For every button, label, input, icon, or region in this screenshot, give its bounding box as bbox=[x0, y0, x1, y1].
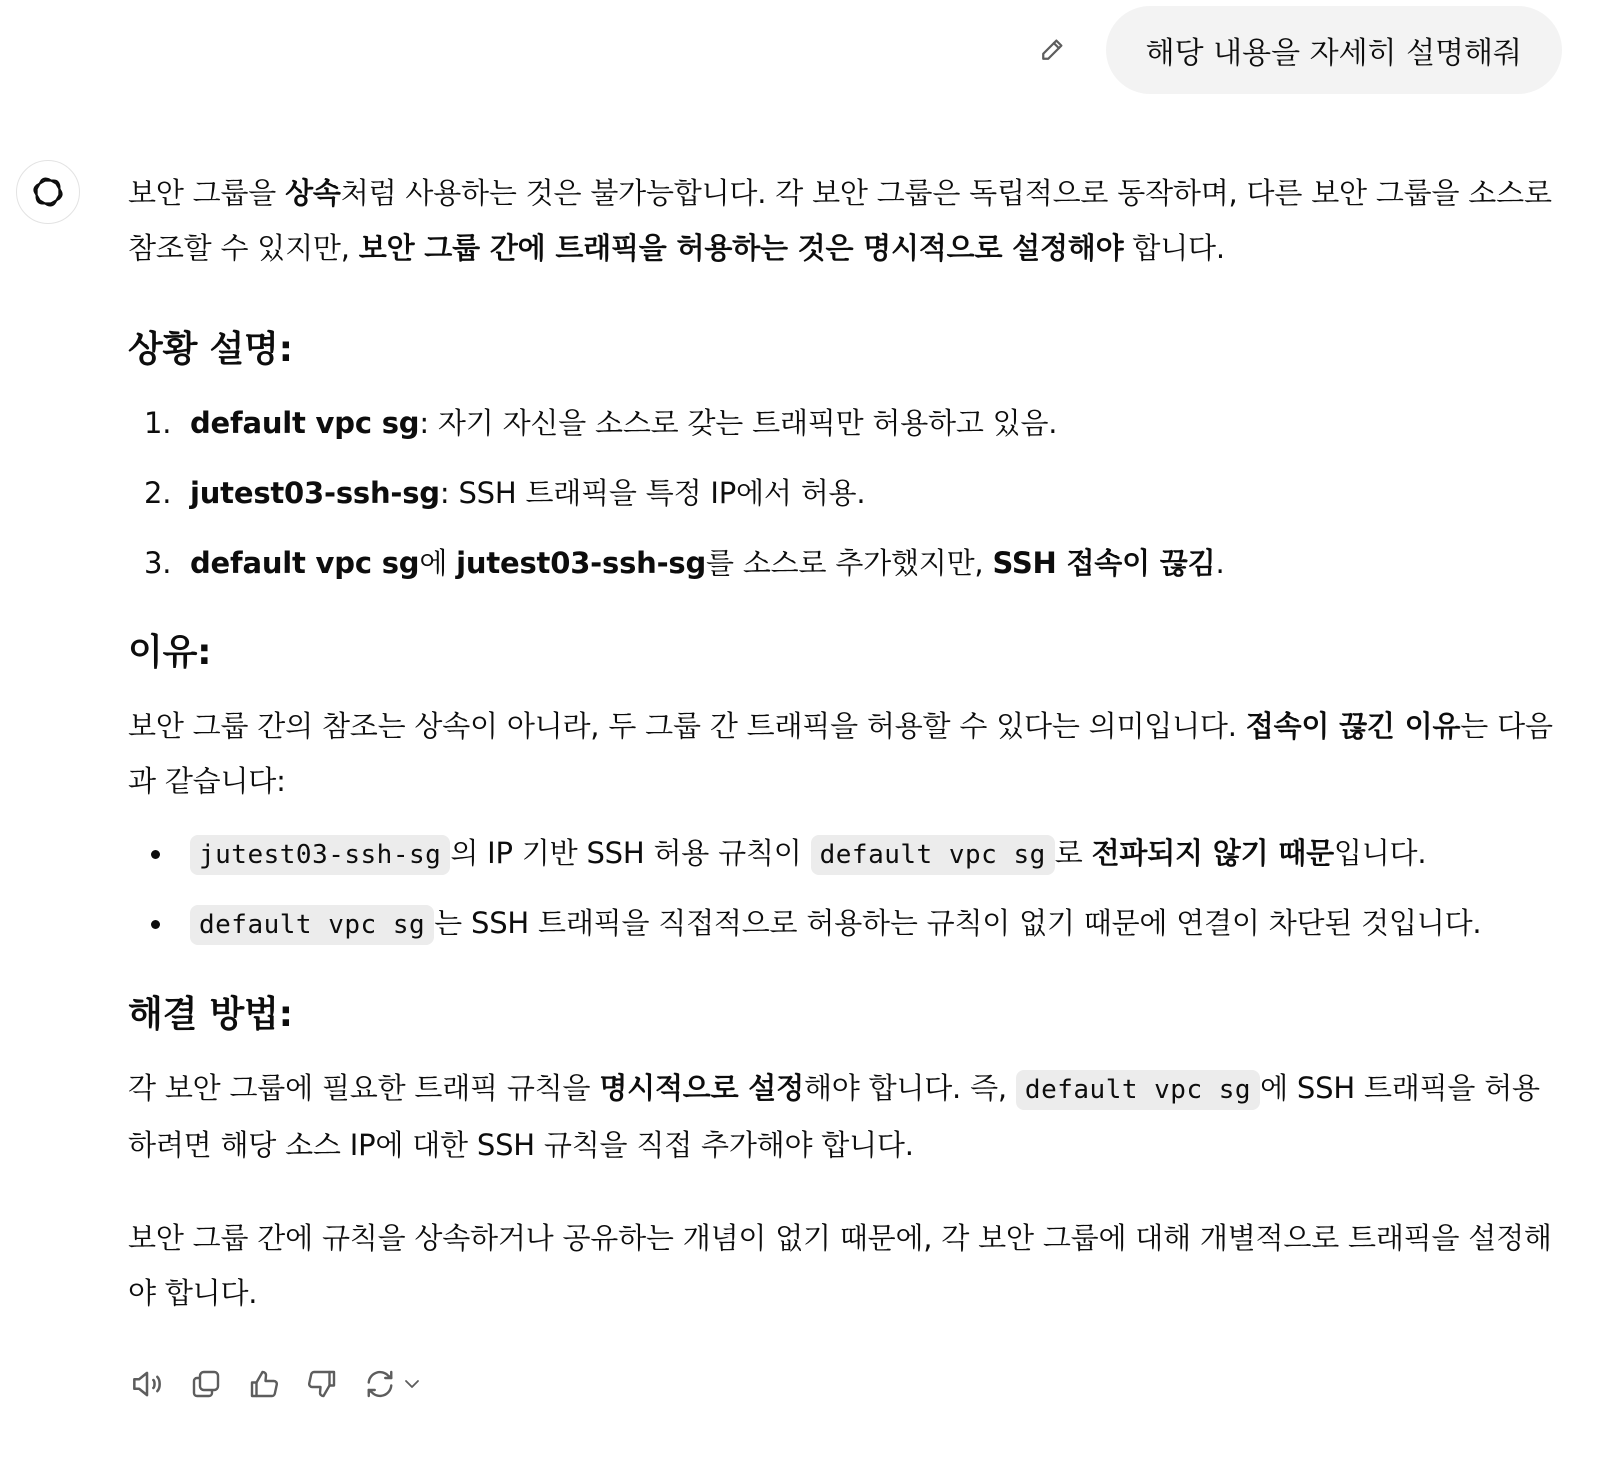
text: 는 SSH 트래픽을 직접적으로 허용하는 규칙이 없기 때문에 연결이 차단된 것입니다. bbox=[434, 906, 1482, 940]
reason-list bbox=[128, 826, 1558, 951]
openai-logo-icon bbox=[29, 173, 67, 211]
inline-code: default vpc sg bbox=[190, 905, 434, 945]
text: 보안 그룹을 bbox=[128, 176, 286, 210]
text: . bbox=[1215, 546, 1225, 580]
text: 에 bbox=[419, 546, 457, 580]
bold-text: 보안 그룹 간에 트래픽을 허용하는 것은 명시적으로 설정해야 bbox=[358, 231, 1124, 265]
read-aloud-button[interactable] bbox=[128, 1364, 166, 1404]
list-item bbox=[128, 536, 1558, 591]
bullet-dot bbox=[151, 920, 160, 929]
regenerate-button[interactable] bbox=[362, 1364, 424, 1404]
text: 를 소스로 추가했지만, bbox=[706, 546, 993, 580]
reason-paragraph bbox=[128, 699, 1558, 809]
text: 의 IP 기반 SSH 허용 규칙이 bbox=[450, 836, 811, 870]
list-number: 1. bbox=[144, 406, 172, 440]
copy-icon bbox=[188, 1366, 224, 1402]
bullet-dot bbox=[151, 850, 160, 859]
solution-paragraph bbox=[128, 1061, 1558, 1173]
assistant-message bbox=[128, 166, 1558, 1321]
message-actions bbox=[128, 1364, 446, 1404]
thumbs-down-icon bbox=[304, 1366, 340, 1402]
text: : SSH 트래픽을 특정 IP에서 허용. bbox=[439, 476, 866, 510]
thumbs-down-button[interactable] bbox=[304, 1364, 340, 1404]
situation-list bbox=[128, 396, 1558, 591]
text: 는 다음과 같습니다: bbox=[128, 709, 1553, 798]
bold-text: SSH 접속이 끊김 bbox=[992, 546, 1216, 580]
text: 각 보안 그룹에 필요한 트래픽 규칙을 bbox=[128, 1071, 600, 1105]
edit-message-button[interactable] bbox=[1030, 28, 1074, 72]
situation-heading: 상황 설명: bbox=[128, 329, 293, 370]
list-item bbox=[128, 826, 1558, 881]
list-item bbox=[128, 396, 1558, 451]
bold-text: jutest03-ssh-sg bbox=[190, 476, 440, 510]
reason-heading: 이유: bbox=[128, 632, 212, 673]
bold-text: 상속 bbox=[285, 176, 341, 210]
chevron-down-icon bbox=[400, 1372, 424, 1396]
text: 에 SSH 트래픽을 허용하려면 해당 소스 IP에 대한 SSH 규칙을 직접 추가해야 합니다. bbox=[128, 1071, 1540, 1162]
text: 입니다. bbox=[1333, 836, 1427, 870]
inline-code: default vpc sg bbox=[1016, 1070, 1260, 1110]
list-number: 3. bbox=[144, 546, 172, 580]
text: 로 bbox=[1054, 836, 1092, 870]
text: 보안 그룹 간의 참조는 상속이 아니라, 두 그룹 간 트래픽을 허용할 수 있다는 의미입니다. bbox=[128, 709, 1246, 743]
bold-text: jutest03-ssh-sg bbox=[456, 546, 707, 580]
thumbs-up-icon bbox=[246, 1366, 282, 1402]
text: 해야 합니다. 즉, bbox=[803, 1071, 1016, 1105]
user-message-bubble: 해당 내용을 자세히 설명해줘 bbox=[1106, 6, 1562, 94]
pencil-icon bbox=[1037, 35, 1067, 65]
bold-text: 접속이 끊긴 이유 bbox=[1245, 709, 1461, 743]
bold-text: default vpc sg bbox=[190, 406, 420, 440]
inline-code: default vpc sg bbox=[811, 835, 1055, 875]
regenerate-icon bbox=[362, 1366, 398, 1402]
read-aloud-icon bbox=[128, 1365, 166, 1403]
list-item bbox=[128, 896, 1558, 951]
user-message-row bbox=[0, 6, 1562, 94]
thumbs-up-button[interactable] bbox=[246, 1364, 282, 1404]
text: : 자기 자신을 소스로 갖는 트래픽만 허용하고 있음. bbox=[419, 406, 1058, 440]
list-item bbox=[128, 466, 1558, 521]
list-number: 2. bbox=[144, 476, 172, 510]
copy-button[interactable] bbox=[188, 1364, 224, 1404]
bold-text: 전파되지 않기 때문 bbox=[1091, 836, 1334, 870]
inline-code: jutest03-ssh-sg bbox=[190, 835, 450, 875]
bold-text: default vpc sg bbox=[190, 546, 420, 580]
final-paragraph: 보안 그룹 간에 규칙을 상속하거나 공유하는 개념이 없기 때문에, 각 보안 그룹에 대해 개별적으로 트래픽을 설정해야 합니다. bbox=[128, 1221, 1552, 1310]
bold-text: 명시적으로 설정 bbox=[599, 1071, 804, 1105]
intro-paragraph bbox=[128, 166, 1558, 276]
text: 처럼 사용하는 것은 불가능합니다. 각 보안 그룹은 독립적으로 동작하며, 다른 보안 그룹을 소스로 참조할 수 있지만, bbox=[128, 176, 1552, 265]
solution-heading: 해결 방법: bbox=[128, 994, 293, 1035]
text: 합니다. bbox=[1123, 231, 1225, 265]
assistant-avatar bbox=[16, 160, 80, 224]
